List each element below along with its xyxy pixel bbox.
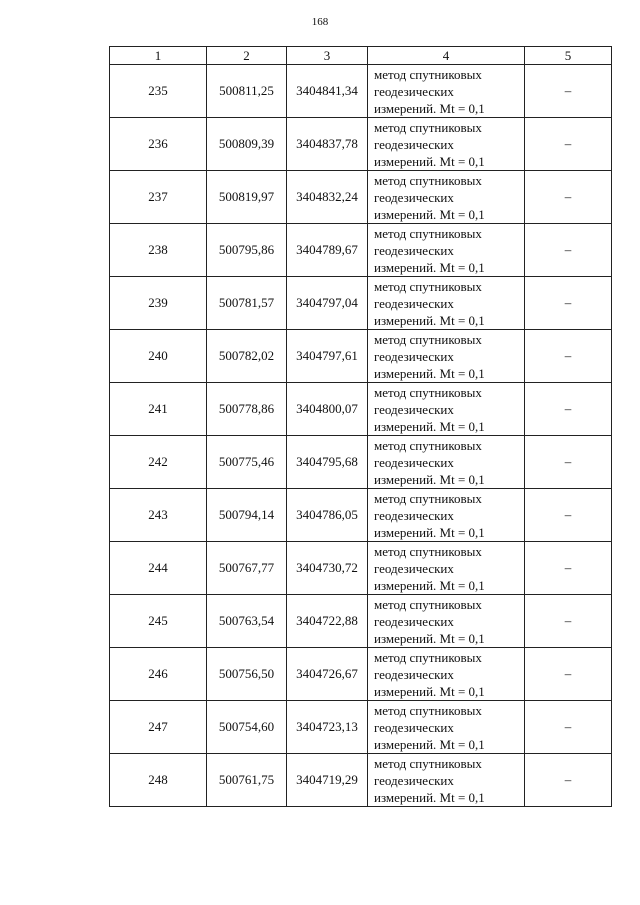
note: – — [525, 383, 612, 436]
point-number: 248 — [110, 754, 207, 807]
coord-y: 3404722,88 — [287, 595, 368, 648]
method-line: метод спутниковых — [374, 331, 482, 347]
coord-y: 3404841,34 — [287, 65, 368, 118]
point-number: 247 — [110, 701, 207, 754]
note: – — [525, 489, 612, 542]
table-row — [110, 277, 612, 330]
coord-x: 500763,54 — [207, 595, 287, 648]
header-col-2: 2 — [207, 47, 287, 65]
method-line: метод спутниковых — [374, 119, 482, 135]
coord-x: 500782,02 — [207, 330, 287, 383]
table-row — [110, 65, 612, 118]
coord-y: 3404730,72 — [287, 542, 368, 595]
method-line: измерений. Mt = 0,1 — [374, 418, 485, 434]
note: – — [525, 542, 612, 595]
method-line: геодезических — [374, 348, 454, 364]
method-line: измерений. Mt = 0,1 — [374, 471, 485, 487]
point-number: 241 — [110, 383, 207, 436]
point-number: 239 — [110, 277, 207, 330]
method-description — [368, 489, 525, 542]
table-row — [110, 118, 612, 171]
method-description — [368, 701, 525, 754]
method-line: метод спутниковых — [374, 543, 482, 559]
method-line: метод спутниковых — [374, 384, 482, 400]
coord-y: 3404726,67 — [287, 648, 368, 701]
point-number: 245 — [110, 595, 207, 648]
method-line: метод спутниковых — [374, 66, 482, 82]
note: – — [525, 754, 612, 807]
table-row — [110, 754, 612, 807]
method-line: геодезических — [374, 189, 454, 205]
point-number: 244 — [110, 542, 207, 595]
method-line: измерений. Mt = 0,1 — [374, 312, 485, 328]
method-line: геодезических — [374, 136, 454, 152]
page-number: 168 — [311, 16, 329, 28]
coord-x: 500819,97 — [207, 171, 287, 224]
method-line: измерений. Mt = 0,1 — [374, 206, 485, 222]
method-line: метод спутниковых — [374, 172, 482, 188]
table-row — [110, 542, 612, 595]
method-line: измерений. Mt = 0,1 — [374, 365, 485, 381]
method-description — [368, 383, 525, 436]
method-line: геодезических — [374, 772, 454, 788]
method-line: измерений. Mt = 0,1 — [374, 524, 485, 540]
method-line: геодезических — [374, 401, 454, 417]
method-line: измерений. Mt = 0,1 — [374, 577, 485, 593]
coord-x: 500795,86 — [207, 224, 287, 277]
method-line: измерений. Mt = 0,1 — [374, 100, 485, 116]
coord-y: 3404789,67 — [287, 224, 368, 277]
method-line: геодезических — [374, 242, 454, 258]
method-description — [368, 277, 525, 330]
method-line: геодезических — [374, 666, 454, 682]
method-description — [368, 224, 525, 277]
coord-y: 3404723,13 — [287, 701, 368, 754]
method-line: метод спутниковых — [374, 225, 482, 241]
coord-x: 500809,39 — [207, 118, 287, 171]
coord-y: 3404719,29 — [287, 754, 368, 807]
coord-y: 3404786,05 — [287, 489, 368, 542]
coord-y: 3404797,04 — [287, 277, 368, 330]
method-line: геодезических — [374, 295, 454, 311]
table-row — [110, 171, 612, 224]
method-line: геодезических — [374, 507, 454, 523]
point-number: 236 — [110, 118, 207, 171]
header-col-5: 5 — [525, 47, 612, 65]
point-number: 240 — [110, 330, 207, 383]
coord-x: 500778,86 — [207, 383, 287, 436]
method-line: метод спутниковых — [374, 755, 482, 771]
coordinates-table — [109, 46, 612, 807]
method-description — [368, 595, 525, 648]
table-row — [110, 648, 612, 701]
note: – — [525, 330, 612, 383]
coord-x: 500811,25 — [207, 65, 287, 118]
coord-y: 3404837,78 — [287, 118, 368, 171]
point-number: 242 — [110, 436, 207, 489]
method-line: измерений. Mt = 0,1 — [374, 630, 485, 646]
note: – — [525, 171, 612, 224]
table-row — [110, 383, 612, 436]
method-description — [368, 542, 525, 595]
method-line: геодезических — [374, 613, 454, 629]
point-number: 237 — [110, 171, 207, 224]
coord-y: 3404797,61 — [287, 330, 368, 383]
coord-x: 500761,75 — [207, 754, 287, 807]
method-description — [368, 330, 525, 383]
table-row — [110, 436, 612, 489]
point-number: 243 — [110, 489, 207, 542]
method-line: геодезических — [374, 454, 454, 470]
coord-x: 500775,46 — [207, 436, 287, 489]
note: – — [525, 701, 612, 754]
note: – — [525, 436, 612, 489]
method-description — [368, 436, 525, 489]
coord-x: 500767,77 — [207, 542, 287, 595]
note: – — [525, 277, 612, 330]
method-description — [368, 754, 525, 807]
table-header-row — [110, 47, 612, 65]
coord-y: 3404800,07 — [287, 383, 368, 436]
method-line: геодезических — [374, 719, 454, 735]
method-line: измерений. Mt = 0,1 — [374, 259, 485, 275]
point-number: 238 — [110, 224, 207, 277]
note: – — [525, 595, 612, 648]
header-col-4: 4 — [368, 47, 525, 65]
method-line: измерений. Mt = 0,1 — [374, 683, 485, 699]
coord-y: 3404795,68 — [287, 436, 368, 489]
method-line: метод спутниковых — [374, 702, 482, 718]
table-row — [110, 224, 612, 277]
header-col-1: 1 — [110, 47, 207, 65]
method-description — [368, 648, 525, 701]
table-row — [110, 595, 612, 648]
method-description — [368, 118, 525, 171]
note: – — [525, 648, 612, 701]
note: – — [525, 224, 612, 277]
coord-x: 500781,57 — [207, 277, 287, 330]
method-line: измерений. Mt = 0,1 — [374, 789, 485, 805]
method-description — [368, 171, 525, 224]
method-line: метод спутниковых — [374, 278, 482, 294]
table-row — [110, 330, 612, 383]
coord-x: 500756,50 — [207, 648, 287, 701]
method-line: геодезических — [374, 560, 454, 576]
method-line: метод спутниковых — [374, 649, 482, 665]
note: – — [525, 118, 612, 171]
method-line: метод спутниковых — [374, 437, 482, 453]
method-line: измерений. Mt = 0,1 — [374, 736, 485, 752]
coord-x: 500794,14 — [207, 489, 287, 542]
method-line: метод спутниковых — [374, 490, 482, 506]
method-line: измерений. Mt = 0,1 — [374, 153, 485, 169]
table-row — [110, 489, 612, 542]
note: – — [525, 65, 612, 118]
header-col-3: 3 — [287, 47, 368, 65]
point-number: 235 — [110, 65, 207, 118]
method-line: метод спутниковых — [374, 596, 482, 612]
point-number: 246 — [110, 648, 207, 701]
method-description — [368, 65, 525, 118]
table-body — [110, 65, 612, 807]
coord-y: 3404832,24 — [287, 171, 368, 224]
method-line: геодезических — [374, 83, 454, 99]
table-row — [110, 701, 612, 754]
coord-x: 500754,60 — [207, 701, 287, 754]
